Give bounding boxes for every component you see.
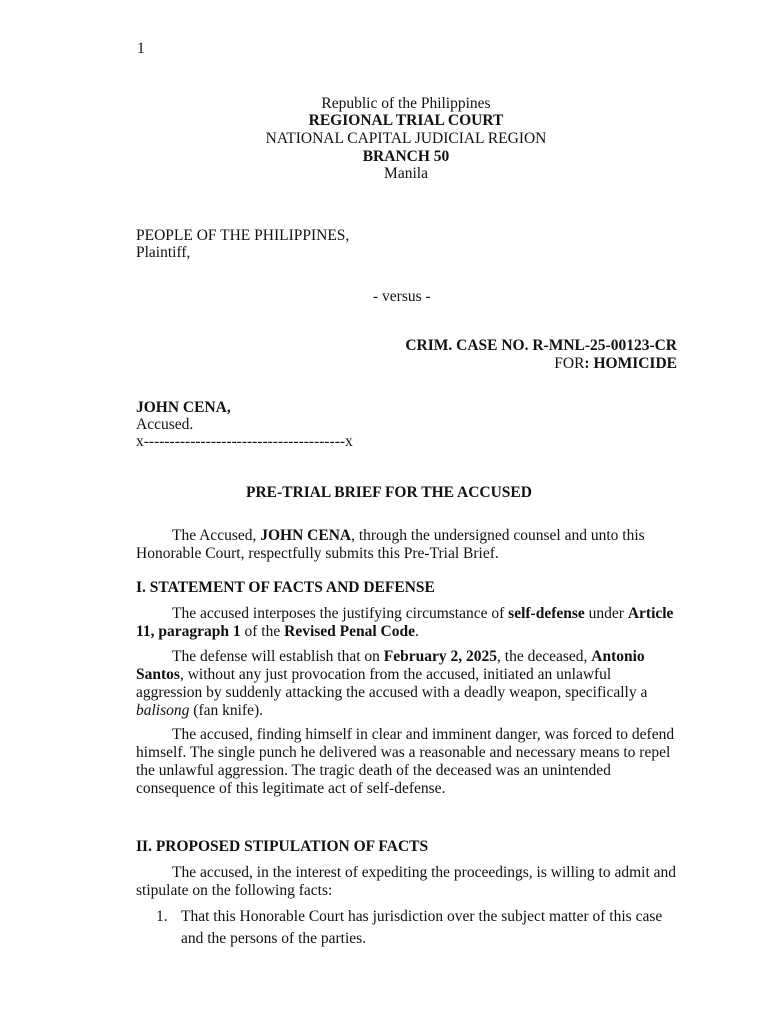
section-1-heading: I. STATEMENT OF FACTS AND DEFENSE [136, 579, 435, 596]
caption-court: REGIONAL TRIAL COURT [308, 112, 504, 129]
caption-republic: Republic of the Philippines [321, 95, 491, 112]
section-2-intro: The accused, in the interest of expediting the proceedings, is willing to admit and stipulate on the following facts: [136, 864, 677, 899]
caption-region: NATIONAL CAPITAL JUDICIAL REGION [265, 130, 547, 147]
section-1-paragraph-1: The accused interposes the justifying circumstance of self-defense under Article 11, paragraph 1 of the Revised Penal Code. [136, 605, 674, 640]
caption-separator: x---------------------------------------x [136, 433, 353, 450]
case-offense-value: : HOMICIDE [584, 355, 677, 372]
caption-branch: BRANCH 50 [362, 148, 450, 165]
plaintiff-role: Plaintiff, [136, 244, 191, 261]
versus: - versus - [373, 288, 431, 305]
intro-paragraph: The Accused, JOHN CENA, through the undersigned counsel and unto this Honorable Court, respectfully submits this Pre-Trial Brief. [136, 527, 645, 562]
list-item-number: 1. [156, 908, 168, 925]
section-1-paragraph-3: The accused, finding himself in clear and imminent danger, was forced to defend himself. The single punch he delivered was a reasonable and necessary means to repel the unlawful aggression. The tragic death of the deceased was an unintended consequence of this legitimate act of self-defense. [136, 726, 675, 797]
case-offense-label: FOR [554, 355, 585, 372]
accused-name: JOHN CENA, [136, 399, 231, 416]
accused-name-inline: JOHN CENA [260, 527, 352, 544]
caption-city: Manila [384, 165, 428, 182]
case-offense [554, 355, 677, 373]
list-item [156, 906, 676, 950]
section-1-paragraph-2: The defense will establish that on February 2, 2025, the deceased, Antonio Santos, without any just provocation from the accused, initiated an unlawful aggression by suddenly attacking the accused with a deadly weapon, specifically a balisong (fan knife). [136, 648, 648, 719]
case-number: CRIM. CASE NO. R-MNL-25-00123-CR [405, 337, 677, 354]
plaintiff-name: PEOPLE OF THE PHILIPPINES, [136, 227, 350, 244]
page-number: 1 [137, 40, 145, 57]
document-title: PRE-TRIAL BRIEF FOR THE ACCUSED [246, 484, 532, 501]
list-item-text: That this Honorable Court has jurisdiction over the subject matter of this case and the persons of the parties. [181, 908, 663, 947]
accused-role: Accused. [136, 416, 194, 433]
section-2-heading: II. PROPOSED STIPULATION OF FACTS [136, 838, 429, 855]
